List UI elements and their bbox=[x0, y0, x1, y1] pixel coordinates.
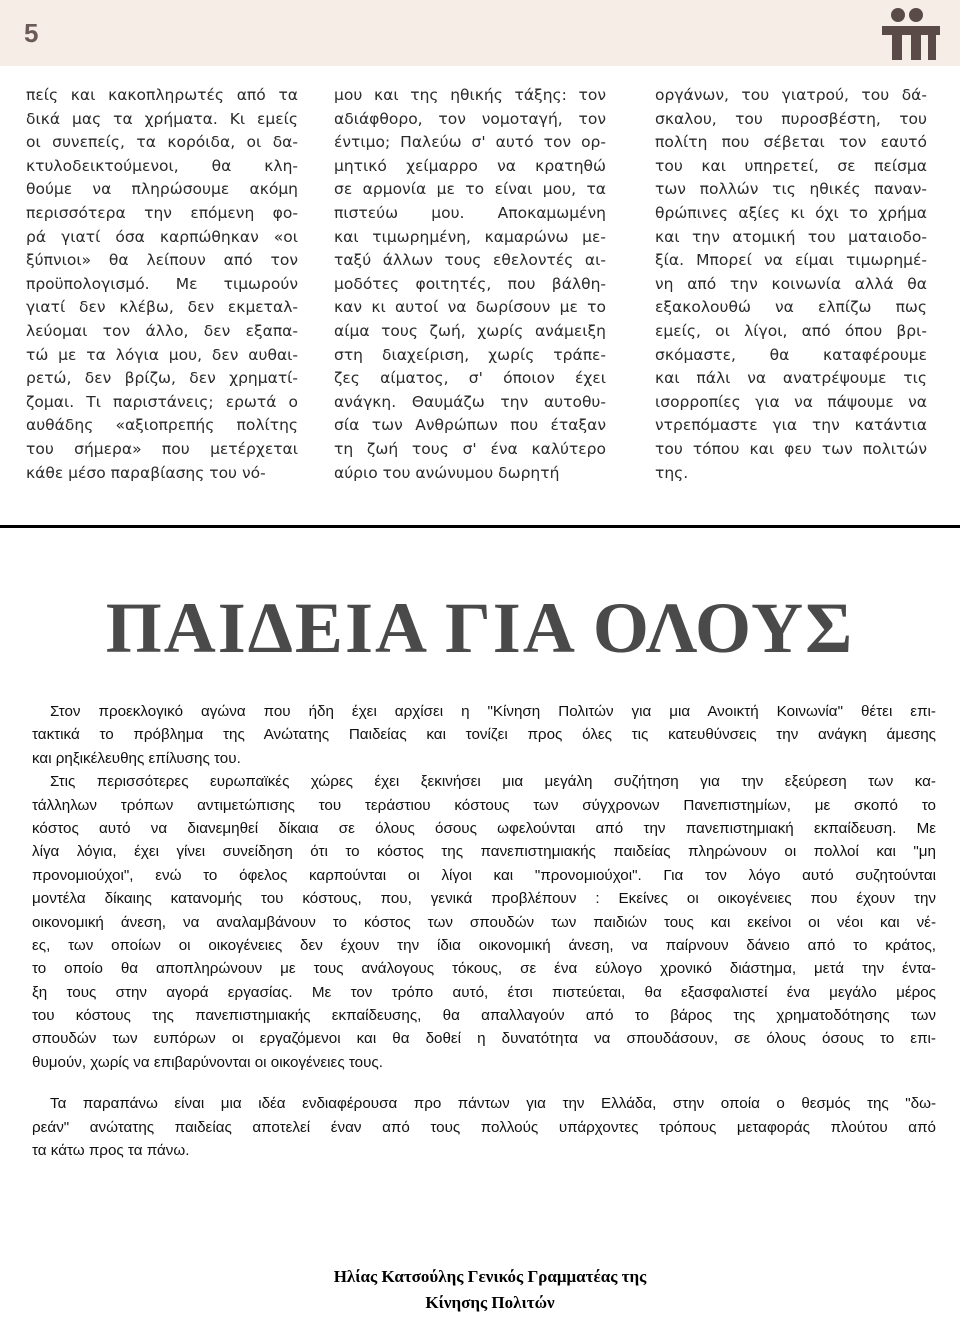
text-line: του τόπου και φευ των πολιτών bbox=[655, 439, 927, 458]
text-column-1 bbox=[26, 84, 298, 485]
text-line: εξακολουθώ να ελπίζω πως bbox=[655, 298, 927, 317]
text-line: προνομιούχοι", ενώ το όφελος καρπούνται οι λίγοι και "προνομιούχοι". Για τον λόγο αυτό συζητούνται bbox=[32, 866, 936, 884]
text-line: σκόμαστε, θα καταφέρουμε bbox=[655, 345, 927, 364]
text-line: της. bbox=[655, 463, 689, 482]
article-continuation-columns bbox=[0, 84, 960, 524]
text-line: δικά μας τα χρήματα. Κι εμείς bbox=[26, 109, 298, 128]
author-signature bbox=[0, 1264, 960, 1316]
text-column-2 bbox=[334, 84, 606, 485]
text-line: σε αρμονία με το είναι μου, τα bbox=[334, 180, 606, 199]
text-line: γιατί δεν κλέβω, δεν εκμεταλ- bbox=[26, 298, 298, 317]
text-line: μοδότες φοιτητές, που βάλθη- bbox=[334, 274, 606, 293]
text-line: ζομαι. Τι παριστάνεις; ερωτά ο bbox=[26, 392, 298, 411]
paragraph-1 bbox=[32, 700, 936, 770]
paragraph-2 bbox=[32, 770, 936, 1074]
text-line: ισορροπίες για να πάψουμε να bbox=[655, 392, 927, 411]
text-line: αδιάφθορο, τον νομοταγή, τον bbox=[334, 109, 606, 128]
text-line: τακτικά το πρόβλημα της Ανώτατης Παιδείας και τονίζει προς όλες τις κατευθύνσεις την ανάγκη άμεσης bbox=[32, 726, 936, 744]
text-line: ες, των οποίων οι οικογένειες δεν έχουν την ίδια οικονομική άνεση, να παίρνουν δάνειο από το κράτος, bbox=[32, 936, 936, 954]
text-line: λεύομαι τον άλλο, δεν εξαπα- bbox=[26, 321, 298, 340]
text-line: σία των Ανθρώπων που έταξαν bbox=[334, 416, 606, 435]
text-line: έντιμο; Παλεύω σ' αυτό τον ορ- bbox=[334, 133, 606, 152]
text-line: σκαλου, του πυροσβέστη, του bbox=[655, 109, 927, 128]
text-line: του σήμερα» που μετέρχεται bbox=[26, 439, 298, 458]
text-line: τώ με τα λόγια μου, δεν αυθαι- bbox=[26, 345, 298, 364]
text-line: και πάλι να ανατρέψουμε τις bbox=[655, 369, 927, 388]
text-line: εμείς, οι λίγοι, από όπου βρι- bbox=[655, 321, 927, 340]
text-line: Στις περισσότερες ευρωπαϊκές χώρες έχει ξεκινήσει μια μεγάλη συζήτηση για την εξεύρεση των κα- bbox=[50, 773, 936, 791]
page-header bbox=[0, 0, 960, 66]
text-line: πείς και κακοπληρωτές από τα bbox=[26, 86, 298, 104]
page-number: 5 bbox=[24, 18, 39, 48]
text-line: των πολλών τις ηθικές παναν- bbox=[655, 180, 927, 199]
text-line: και τιμωρημένη, καμαρώνω με- bbox=[334, 227, 606, 246]
text-line: ξία. Μπορεί να είμαι τιμωρημέ- bbox=[655, 251, 927, 270]
text-line: αύριο του ανώνυμου δωρητή bbox=[334, 463, 560, 482]
text-line: Στον προεκλογικό αγώνα που ήδη έχει αρχίσει η "Κίνηση Πολιτών για μια Ανοικτή Κοινωνία" θέτει επι- bbox=[50, 703, 936, 720]
text-line: Τα παραπάνω είναι μια ιδέα ενδιαφέρουσα προ πάντων για την Ελλάδα, στην οποία ο θεσμός της "δω- bbox=[50, 1095, 936, 1113]
text-line: κτυλοδεικτούμενοι, θα κλη- bbox=[26, 156, 298, 175]
text-line: θυμούν, χωρίς να επιβαρύνονται οι οικογένειες τους. bbox=[32, 1053, 383, 1071]
text-line: νη από την κοινωνία αλλά θα bbox=[655, 274, 927, 293]
organization-logo-icon bbox=[878, 6, 944, 62]
text-line: αίμα τους ζωή, χωρίς ανάμειξη bbox=[334, 321, 606, 340]
text-line: του κόστους της πανεπιστημιακής εκπαίδευσης, θα απαλλαγούν από το βάρος της χρηματοδότησης των bbox=[32, 1007, 936, 1025]
text-line: το οποίο θα αποπληρώνουν με τους ανάλογους τόκους, σε ένα εύλογο χρονικό διάστημα, μετά την έντα- bbox=[32, 960, 936, 978]
text-line: ζες αίματος, σ' όποιον έχει bbox=[334, 369, 606, 388]
text-line: μου και της ηθικής τάξης: τον bbox=[334, 86, 606, 104]
text-line: ξη τους στην αγορά εργασίας. Με τον τρόπο αυτό, έτσι πιστεύεται, θα εξασφαλιστεί ένα μεγάλο μέρος bbox=[32, 983, 936, 1001]
signature-line-2: Κίνησης Πολιτών bbox=[425, 1293, 555, 1312]
text-line: κάθε μέσο παραβίασης του νό- bbox=[26, 463, 266, 482]
text-line: ανάγκη. Θαυμάζω την αυτοθυ- bbox=[334, 392, 606, 411]
text-line: τη ζωή τους σ' ένα καλύτερο bbox=[334, 439, 606, 458]
text-line: θούμε να πληρώσουμε ακόμη bbox=[26, 180, 298, 199]
text-line: ξύπνιοι» θα λείπουν από τον bbox=[26, 251, 298, 270]
text-line: ρά γιατί όσα καρπώθηκαν «οι bbox=[26, 227, 298, 246]
article-body bbox=[32, 700, 936, 1162]
text-line: οργάνων, του γιατρού, του δά- bbox=[655, 86, 927, 104]
section-divider bbox=[0, 525, 960, 528]
paragraph-3 bbox=[32, 1092, 936, 1162]
text-line: καν κι αυτοί να δωρίσουν με το bbox=[334, 298, 606, 317]
text-line: του και υπηρετεί, σε πείσμα bbox=[655, 156, 927, 175]
text-line: πιστεύω μου. Αποκαμωμένη bbox=[334, 203, 606, 222]
article-title: ΠΑΙΔΕΙΑ ΓΙΑ ΟΛΟΥΣ bbox=[105, 588, 855, 668]
text-line: κόστος αυτό να διανεμηθεί δίκαια σε όλους όσους ωφελούνται από την πανεπιστημιακή εκπαίδευση. Με bbox=[32, 819, 936, 837]
text-line: αυθάδης «αξιοπρεπής πολίτης bbox=[26, 416, 298, 435]
text-line: περισσότερα την επόμενη φο- bbox=[26, 203, 298, 222]
text-line: τάλληλων τρόπων αντιμετώπισης του τεράστιου κόστους των σύγχρονων Πανεπιστημίων, με σκοπό το bbox=[32, 796, 936, 814]
text-line: μοντέλα δίκαιης κατανομής του κόστους, που, γενικά προβλέπουν : Εκείνες οι οικογένειες που έχουν την bbox=[32, 890, 936, 908]
text-line: στη διαχείριση, χωρίς τράπε- bbox=[334, 345, 606, 364]
text-line: μητικό χείμαρρο να κρατηθώ bbox=[334, 156, 606, 175]
text-line: ρετώ, δεν βρίζω, δεν χρηματί- bbox=[26, 369, 298, 388]
text-line: ρεάν" ανώτατης παιδείας αποτελεί έναν από τους πολλούς υπάρχοντες τρόπους μεταφοράς πλούτου από bbox=[32, 1118, 936, 1136]
text-column-3 bbox=[655, 84, 927, 485]
signature-line-1: Ηλίας Κατσούλης Γενικός Γραμματέας της bbox=[333, 1267, 647, 1286]
text-line: οικονομική άνεση, να αναλαμβάνουν το κόστος των σπουδών των παιδιών τους και εκείνοι οι νέοι και νέ- bbox=[32, 913, 936, 931]
text-line: ντρεπόμαστε για την κατάντια bbox=[655, 416, 927, 435]
text-line: θρώπινες αξίες κι όχι το χρήμα bbox=[655, 203, 927, 222]
text-line: τα κάτω προς τα πάνω. bbox=[32, 1142, 190, 1160]
text-line: ταξύ άλλων τους εθελοντές αι- bbox=[334, 251, 606, 270]
text-line: οι συνεπείς, τα κορόιδα, οι δα- bbox=[26, 133, 298, 152]
text-line: προϋπολογισμό. Με τιμωρούν bbox=[26, 274, 298, 293]
text-line: πολίτη που σέβεται τον εαυτό bbox=[655, 133, 927, 152]
text-line: σπουδών των ευπόρων οι εργαζόμενοι και θα δοθεί η δυνατότητα να σπουδάσουν, σε όλους όσους το επι- bbox=[32, 1030, 936, 1048]
text-line: λίγα λόγια, έχει γίνει συνείδηση ότι το κόστος της πανεπιστημιακής παιδείας πληρώνουν οι πολλοί και "μη bbox=[32, 843, 936, 861]
text-line: και ρηξικέλευθης επίλυσης του. bbox=[32, 749, 241, 767]
text-line: και την ατομική του ματαιοδο- bbox=[655, 227, 927, 246]
